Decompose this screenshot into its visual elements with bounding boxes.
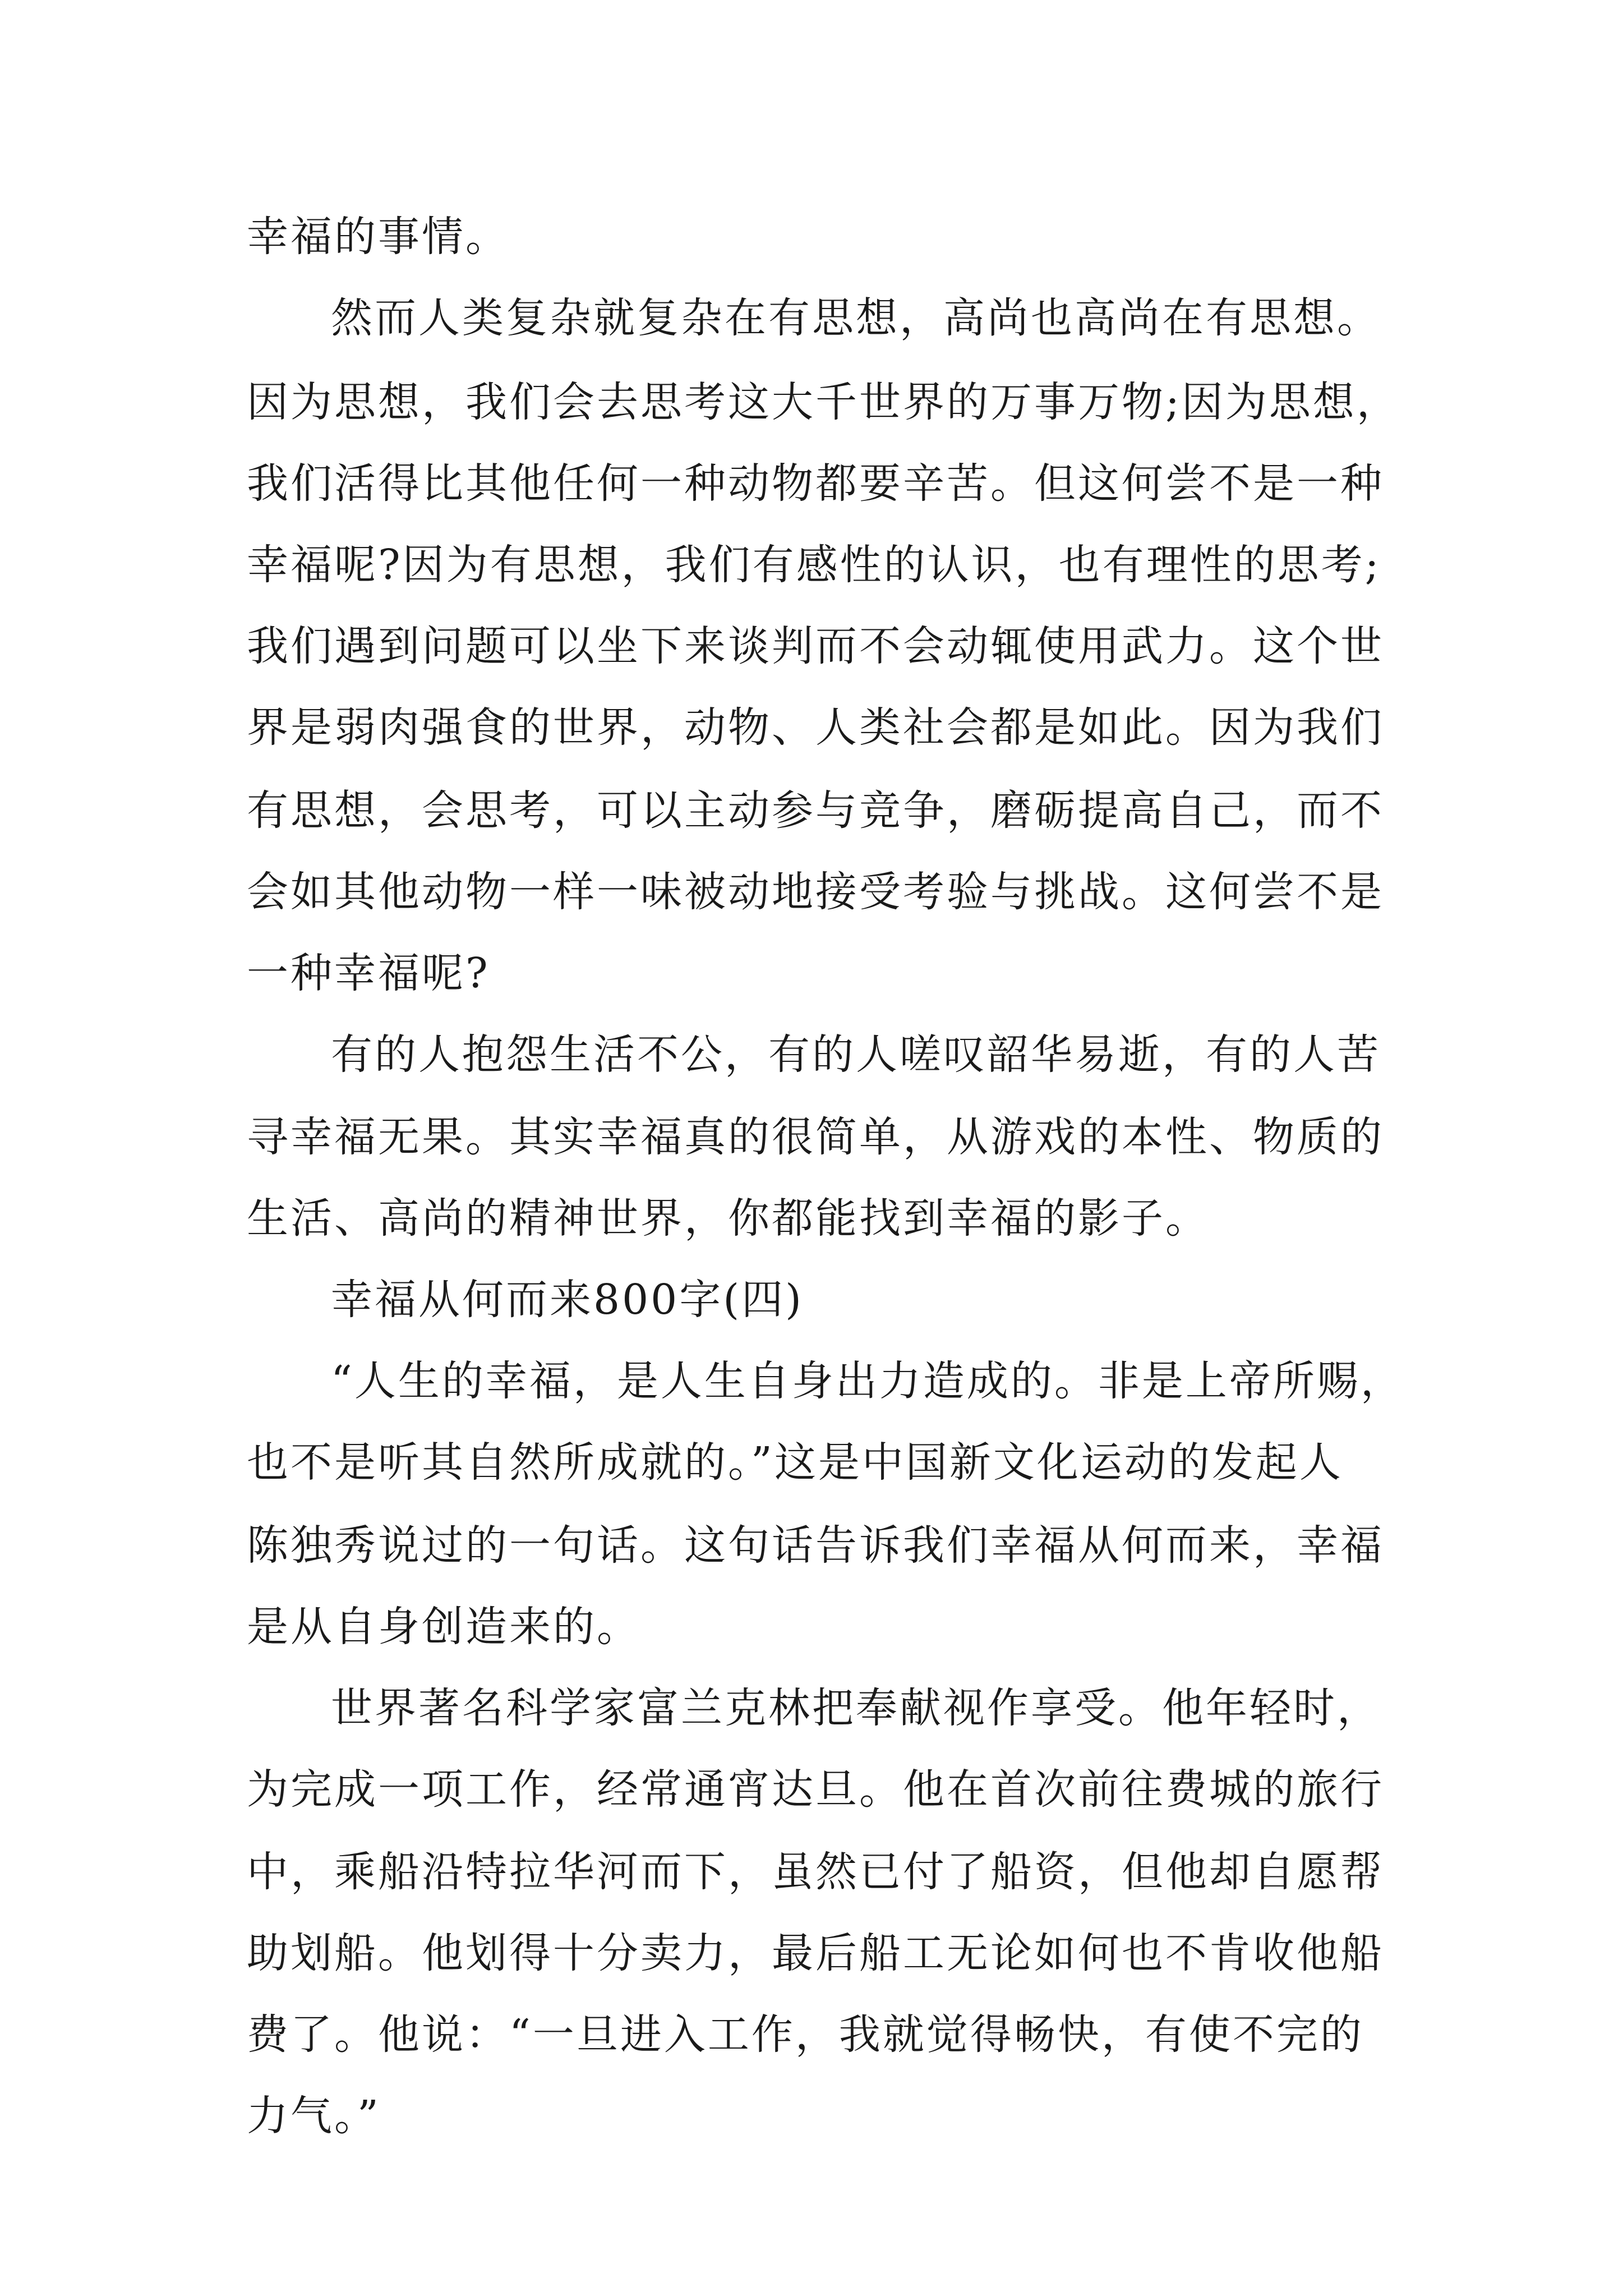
text-line: 陈独秀说过的一句话。这句话告诉我们幸福从何而来，幸福 bbox=[247, 1521, 1384, 1570]
text-line: 生活、高尚的精神世界，你都能找到幸福的影子。 bbox=[247, 1194, 1209, 1243]
text-line: 费了。他说：“一旦进入工作，我就觉得畅快，有使不完的 bbox=[247, 2010, 1364, 2059]
section-heading: 幸福从何而来800字(四) bbox=[331, 1276, 804, 1324]
text-line: 寻幸福无果。其实幸福真的很简单，从游戏的本性、物质的 bbox=[247, 1113, 1384, 1161]
text-line: 一种幸福呢? bbox=[247, 949, 490, 997]
text-line: 助划船。他划得十分卖力，最后船工无论如何也不肯收他船 bbox=[247, 1929, 1384, 1977]
text-line: 然而人类复杂就复杂在有思想，高尚也高尚在有思想。 bbox=[331, 294, 1381, 342]
text-line: 中，乘船沿特拉华河而下，虽然已付了船资，但他却自愿帮 bbox=[247, 1848, 1384, 1896]
text-line: 我们活得比其他任何一种动物都要辛苦。但这何尝不是一种 bbox=[247, 459, 1384, 508]
text-line: 也不是听其自然所成就的。”这是中国新文化运动的发起人 bbox=[247, 1438, 1343, 1487]
text-line: 因为思想，我们会去思考这大千世界的万事万物;因为思想， bbox=[247, 378, 1400, 426]
text-line: 力气。” bbox=[247, 2092, 381, 2140]
text-line: 会如其他动物一样一味被动地接受考验与挑战。这何尝不是 bbox=[247, 868, 1384, 916]
text-line: 界是弱肉强食的世界，动物、人类社会都是如此。因为我们 bbox=[247, 703, 1384, 752]
text-line: 为完成一项工作，经常通宵达旦。他在首次前往费城的旅行 bbox=[247, 1765, 1384, 1814]
text-line: 幸福呢?因为有思想，我们有感性的认识，也有理性的思考; bbox=[247, 541, 1381, 589]
text-line: 有思想，会思考，可以主动参与竞争，磨砺提高自己，而不 bbox=[247, 786, 1384, 835]
text-line: 世界著名科学家富兰克林把奉献视作享受。他年轻时， bbox=[331, 1684, 1381, 1732]
text-line: 幸福的事情。 bbox=[247, 213, 509, 261]
text-line: 是从自身创造来的。 bbox=[247, 1603, 640, 1651]
text-line: “人生的幸福，是人生自身出力造成的。非是上帝所赐， bbox=[331, 1357, 1404, 1405]
text-line: 我们遇到问题可以坐下来谈判而不会动辄使用武力。这个世 bbox=[247, 622, 1384, 670]
text-line: 有的人抱怨生活不公，有的人嗟叹韶华易逝，有的人苦 bbox=[331, 1030, 1381, 1079]
